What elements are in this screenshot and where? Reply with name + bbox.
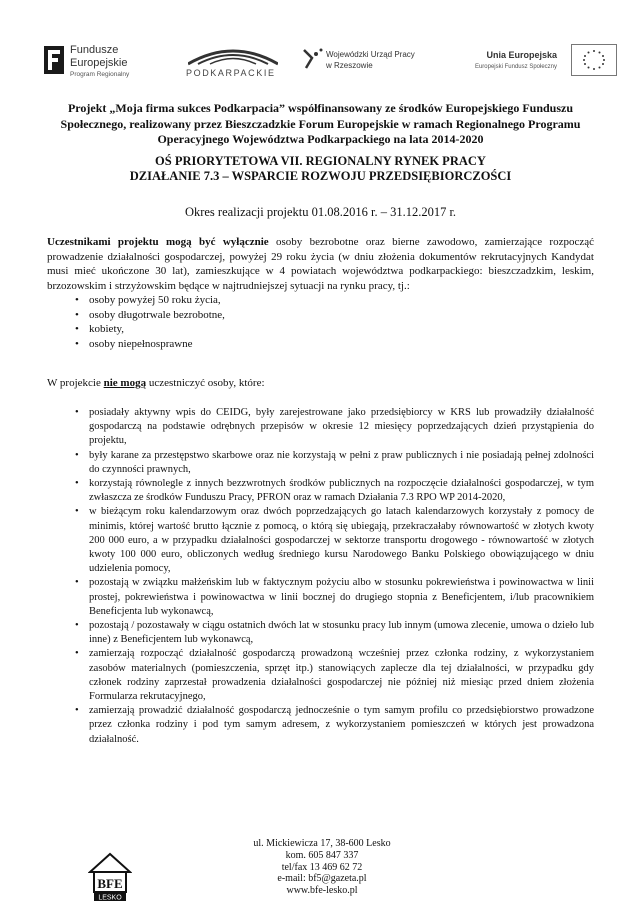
target-groups-list (47, 293, 594, 351)
participants-text: osoby bezrobotne oraz bierne zawodowo, zamierzające rozpocząć prowadzenie działalności gospodarczej, powyżej 29 roku życia (w dniu złożenia dokumentów rekrutacyjnych Kandydat musi mieć ukończone 30 lat), zamieszkujące w 4 powiatach województwa podkarpackiego: bieszczadzkim, leskim, brzozowskim i strzyżowskim będące w najtrudniejszej sytuacji na rynku pracy, tj.: (47, 236, 594, 292)
contact-block (222, 838, 422, 897)
ue-line2: Europejski Fundusz Społeczny (474, 64, 557, 70)
exclusion-underlined: nie mogą (103, 377, 147, 389)
fe-line1: Fundusze (70, 44, 119, 56)
fe-star-icon (42, 44, 66, 76)
exclusion-intro (47, 377, 594, 389)
fundusze-europejskie-logo (42, 40, 172, 90)
wup-line1: Wojewódzki Urząd Pracy (326, 50, 415, 59)
project-intro: Projekt „Moja firma sukces Podkarpacia” współfinansowany ze środków Europejskiego Funduszu Społecznego, realizowany przez Bieszczadzkie Forum Europejskie w ramach Regionalnego Programu Operacyjnego Województwa Podkarpackiego na lata 2014-2020 (60, 101, 581, 146)
exclusion-before: W projekcie (47, 377, 104, 389)
address: ul. Mickiewicza 17, 38-600 Lesko (253, 838, 391, 849)
wup-line2: w Rzeszowie (326, 61, 373, 70)
bfe-logo-text: BFE (97, 876, 123, 891)
list-item: • pozostają / pozostawały w ciągu ostatnich dwóch lat w stosunku pracy lub innym (umowa zlecenie, umowa o dzieło lub inne) z Beneficjentem lub wykonawcą, (47, 619, 594, 647)
priority-heading (40, 154, 601, 184)
list-item: • były karane za przestępstwo skarbowe oraz nie korzystają w pełni z praw publicznych i nie posiadają pełnej zdolności do czynności prawnych, (47, 449, 594, 477)
list-item: • zamierzają prowadzić działalność gospodarczą jednocześnie o tym samym profilu co przedsiębiorstwo prowadzone przez członka rodziny i pod tym samym adresem, z wykorzystaniem pomieszczeń w których jest prowadzona działalność. (47, 704, 594, 747)
participants-lead: Uczestnikami projektu mogą być wyłącznie (47, 236, 269, 248)
podkarpackie-logo (180, 40, 300, 90)
list-item: • zamierzają rozpocząć działalność gospodarczą prowadzoną wcześniej przez członka rodziny, z wykorzystaniem zasobów materialnych (pomieszczenia, sprzęt itp.) stanowiących zaplecze dla tej działalności, w przypadku gdy członek rodziny zaprzestał prowadzenia działalności gospodarczej nie później niż miesiąc przed dniem złożenia Formularza rekrutacyjnego, (47, 647, 594, 704)
participants-paragraph (47, 235, 594, 293)
fe-line3: Program Regionalny (70, 71, 130, 78)
mountain-icon (188, 44, 278, 66)
list-item: • pozostają w związku małżeńskim lub w faktycznym pożyciu albo w stosunku pokrewieństwa i powinowactwa w linii prostej, pokrewieństwa i powinowactwa w linii bocznej do drugiego stopnia z Beneficjentem, i/lub pracownikiem Beneficjenta lub wykonawcą, (47, 576, 594, 619)
bfe-house-icon (88, 852, 132, 902)
priority-line1: OŚ PRIORYTETOWA VII. REGIONALNY RYNEK PRACY (155, 154, 486, 168)
list-item: • posiadały aktywny wpis do CEIDG, były zarejestrowane jako przedsiębiorcy w KRS lub prowadziły działalność gospodarczą na podstawie odrębnych przepisów w okresie 12 miesięcy poprzedzających dzień przystąpienia do projektu, (47, 406, 594, 449)
footer (0, 828, 641, 908)
logo-bar (30, 40, 615, 90)
priority-line2: DZIAŁANIE 7.3 – WSPARCIE ROZWOJU PRZEDSIĘBIORCZOŚCI (129, 169, 512, 183)
phone: kom. 605 847 337 (285, 849, 359, 861)
fe-line2: Europejskie (70, 57, 128, 69)
list-item: • kobiety, (47, 322, 594, 337)
podkarpackie-text: PODKARPACKIE (186, 68, 276, 78)
project-period: Okres realizacji projektu 01.08.2016 r. – 31.12.2017 r. (184, 205, 457, 219)
telfax: tel/fax 13 469 62 72 (281, 861, 363, 873)
list-item: • korzystają równolegle z innych bezzwrotnych środków publicznych na rozpoczęcie działalności gospodarczej, w tym zwłaszcza ze środków Funduszu Pracy, PFRON oraz w ramach Działania 7.3 RPO WP 2014-2020, (47, 477, 594, 505)
wup-emblem-icon (302, 46, 324, 70)
exclusion-list (47, 406, 594, 747)
list-item: • osoby długotrwale bezrobotne, (47, 308, 594, 323)
ue-logo (455, 40, 617, 90)
bfe-logo-sub: LESKO (98, 894, 122, 902)
participants-section (47, 235, 594, 351)
exclusion-after: uczestniczyć osoby, które: (146, 377, 265, 389)
bfe-logo (88, 852, 132, 907)
website: www.bfe-lesko.pl (286, 885, 358, 897)
email: e-mail: bf5@gazeta.pl (277, 873, 367, 885)
ue-line1: Unia Europejska (486, 50, 557, 60)
eu-flag-icon (571, 44, 617, 76)
wup-logo (302, 40, 442, 90)
list-item: • osoby niepełnosprawne (47, 337, 594, 352)
list-item: • osoby powyżej 50 roku życia, (47, 293, 594, 308)
list-item: • w bieżącym roku kalendarzowym oraz dwóch poprzedzających go latach kalendarzowych korzystały z pomocy de minimis, której wartość brutto łącznie z pomocą, o którą się ubiegają, przekraczałaby równowartość w złotych kwoty 200 000 euro, a w przypadku działalności gospodarczej w sektorze transportu drogowego - równowartość w złotych kwoty 100 000 euro, obliczonych według średniego kursu Narodowego Banku Polskiego obowiązującego w dniu udzielenia pomocy, (47, 505, 594, 576)
